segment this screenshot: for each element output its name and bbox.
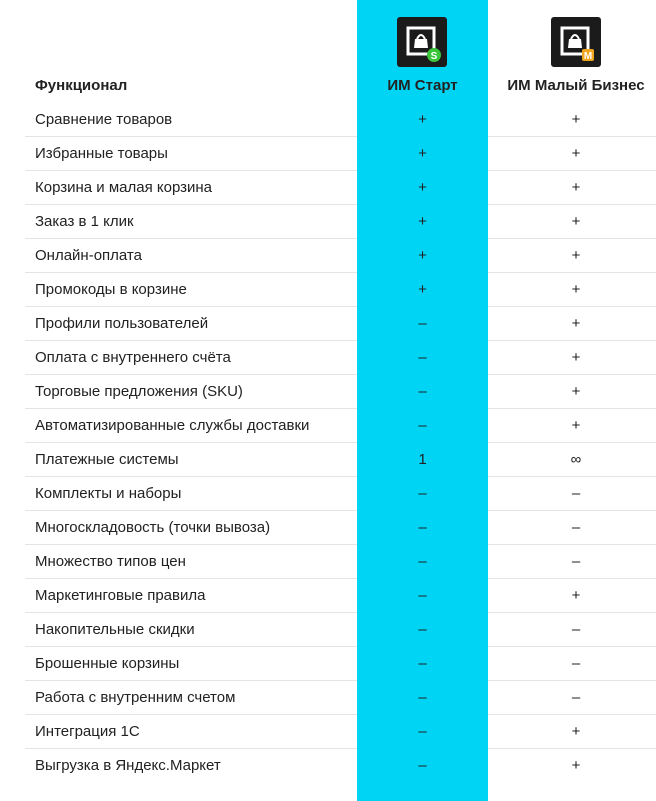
start-value: – <box>418 519 427 536</box>
start-value: + <box>418 111 427 128</box>
feature-label: Маркетинговые правила <box>35 587 206 604</box>
small-business-value: + <box>571 281 581 298</box>
start-value: – <box>418 655 427 672</box>
start-value: – <box>418 553 427 570</box>
table-row <box>0 103 656 137</box>
start-value: 1 <box>418 451 427 468</box>
start-value: – <box>418 349 427 366</box>
feature-label: Комплекты и наборы <box>35 485 182 502</box>
small-business-value: + <box>571 179 581 196</box>
small-business-value: + <box>571 213 581 230</box>
small-business-value: + <box>571 349 581 366</box>
small-business-value: – <box>571 519 581 536</box>
feature-label: Промокоды в корзине <box>35 281 187 298</box>
table-row <box>0 613 656 647</box>
table-row <box>0 443 656 477</box>
start-value: – <box>418 315 427 332</box>
small-business-value: + <box>571 315 581 332</box>
feature-label: Сравнение товаров <box>35 111 173 128</box>
small-business-value: – <box>571 485 581 502</box>
table-row <box>0 681 656 715</box>
feature-label: Платежные системы <box>35 451 179 468</box>
table-row <box>0 647 656 681</box>
start-value: – <box>418 383 427 400</box>
start-value: + <box>418 213 427 230</box>
comparison-table <box>0 103 656 783</box>
feature-label: Брошенные корзины <box>35 655 180 672</box>
start-value: – <box>418 417 427 434</box>
small-business-value: ∞ <box>570 451 582 468</box>
feature-label: Оплата с внутреннего счёта <box>35 349 231 366</box>
feature-label: Многоскладовость (точки вывоза) <box>35 519 271 536</box>
table-row <box>0 579 656 613</box>
shopping-bag-icon <box>397 17 447 67</box>
small-business-value: + <box>571 111 581 128</box>
small-business-value: + <box>571 417 581 434</box>
edition-small-business-header: ИМ Малый Бизнес <box>507 77 645 94</box>
table-row <box>0 171 656 205</box>
comparison-header <box>0 0 656 103</box>
table-row <box>0 273 656 307</box>
start-value: – <box>418 689 427 706</box>
table-row <box>0 137 656 171</box>
feature-label: Множество типов цен <box>35 553 186 570</box>
feature-label: Интеграция 1С <box>35 723 140 740</box>
feature-label: Работа с внутренним счетом <box>35 689 236 706</box>
shopping-bag-icon <box>551 17 601 67</box>
feature-label: Выгрузка в Яндекс.Маркет <box>35 757 221 774</box>
table-row <box>0 545 656 579</box>
table-row <box>0 511 656 545</box>
feature-column-header: Функционал <box>35 77 128 94</box>
start-value: – <box>418 587 427 604</box>
table-row <box>0 375 656 409</box>
small-business-value: + <box>571 145 581 162</box>
feature-label: Онлайн-оплата <box>35 247 142 264</box>
feature-label: Торговые предложения (SKU) <box>35 383 243 400</box>
table-row <box>0 307 656 341</box>
table-row <box>0 205 656 239</box>
feature-label: Корзина и малая корзина <box>35 179 213 196</box>
table-row <box>0 715 656 749</box>
start-value: – <box>418 757 427 774</box>
feature-label: Автоматизированные службы доставки <box>35 417 310 434</box>
small-business-value: – <box>571 689 581 706</box>
start-value: – <box>418 485 427 502</box>
small-business-value: – <box>571 621 581 638</box>
start-value: + <box>418 281 427 298</box>
start-value: – <box>418 723 427 740</box>
small-business-value: + <box>571 247 581 264</box>
small-business-value: – <box>571 553 581 570</box>
feature-label: Накопительные скидки <box>35 621 195 638</box>
feature-label: Профили пользователей <box>35 315 209 332</box>
table-row <box>0 239 656 273</box>
badge-small-business: M <box>583 51 593 62</box>
badge-start: S <box>430 51 438 62</box>
table-row <box>0 477 656 511</box>
start-value: + <box>418 247 427 264</box>
table-row <box>0 749 656 783</box>
small-business-value: + <box>571 757 581 774</box>
feature-label: Избранные товары <box>35 145 168 162</box>
small-business-value: + <box>571 723 581 740</box>
feature-label: Заказ в 1 клик <box>35 213 134 230</box>
small-business-value: + <box>571 383 581 400</box>
table-row <box>0 341 656 375</box>
edition-start-header: ИМ Старт <box>387 77 458 94</box>
small-business-value: – <box>571 655 581 672</box>
start-value: + <box>418 179 427 196</box>
table-row <box>0 409 656 443</box>
small-business-value: + <box>571 587 581 604</box>
start-value: – <box>418 621 427 638</box>
start-value: + <box>418 145 427 162</box>
